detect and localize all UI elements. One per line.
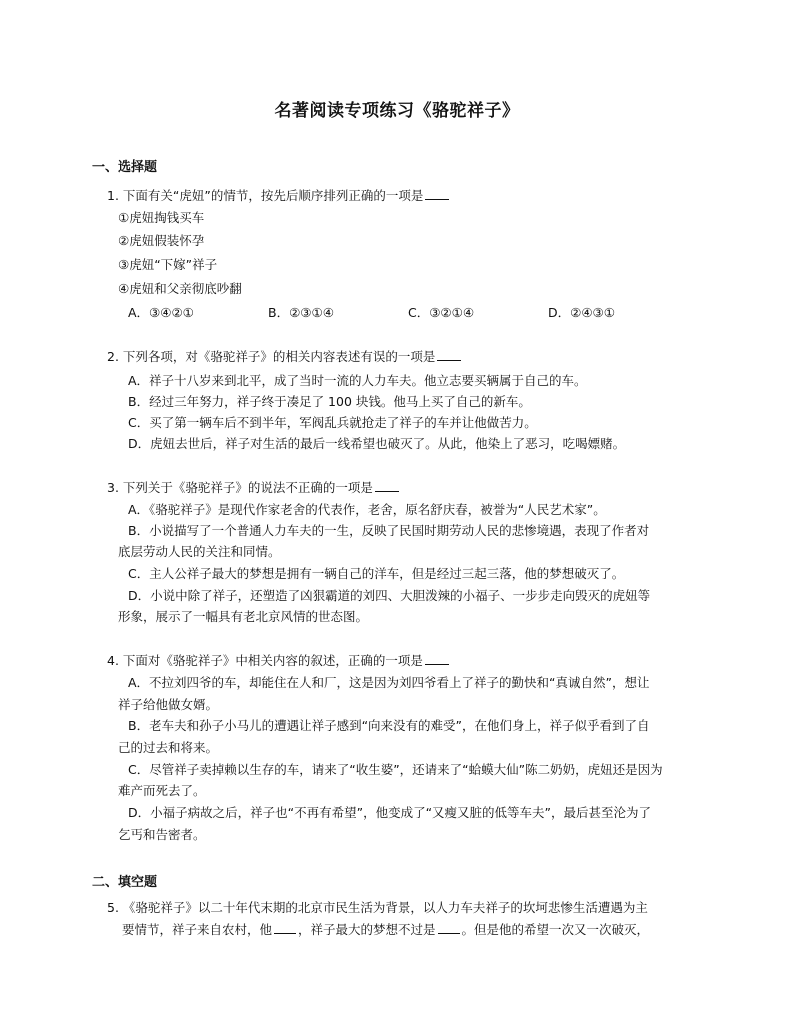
question-5-line-1: 5. 《骆驼祥子》以二十年代末期的北京市民生活为背景，以人力车夫祥子的坎坷悲惨生活遭遇为主 — [107, 900, 648, 915]
question-3-option-d: D．小说中除了祥子，还塑造了凶狠霸道的刘四、大胆泼辣的小福子、一步步走向毁灭的虎妞等 — [128, 588, 651, 603]
question-4-option-a: A．不拉刘四爷的车，却能住在人和厂，这是因为刘四爷看上了祥子的勤快和“真诚自然”，想让 — [128, 675, 650, 690]
question-1-stem: 1. 下面有关“虎妞”的情节，按先后顺序排列正确的一项是 — [107, 186, 449, 204]
question-1-item-3: ③虎妞“下嫁”祥子 — [118, 257, 218, 272]
question-4-option-c: C．尽管祥子卖掉赖以生存的车，请来了“收生婆”，还请来了“蛤蟆大仙”陈二奶奶，虎妞还是因为 — [128, 762, 663, 777]
question-4-option-c-cont: 难产而死去了。 — [118, 783, 206, 798]
page-title: 名著阅读专项练习《骆驼祥子》 — [274, 101, 520, 121]
question-2-option-d: D．虎妞去世后，祥子对生活的最后一线希望也破灭了。从此，他染上了恶习，吃喝嫖赌。 — [128, 436, 626, 451]
question-3-option-a: A．《骆驼祥子》是现代作家老舍的代表作，老舍，原名舒庆春，被誉为“人民艺术家”。 — [128, 502, 606, 517]
question-3-option-d-cont: 形象，展示了一幅具有老北京风情的世态图。 — [118, 609, 369, 624]
answer-blank — [274, 921, 296, 934]
answer-blank — [375, 479, 399, 492]
question-1-item-2: ②虎妞假装怀孕 — [118, 233, 205, 248]
question-4-option-d-cont: 乞丐和告密者。 — [118, 827, 206, 842]
question-1-item-1: ①虎妞掏钱买车 — [118, 210, 205, 225]
question-4-option-b: B．老车夫和孙子小马儿的遭遇让祥子感到“向来没有的难受”，在他们身上，祥子似乎看到了自 — [128, 718, 650, 733]
question-3-option-c: C．主人公祥子最大的梦想是拥有一辆自己的洋车，但是经过三起三落，他的梦想破灭了。 — [128, 566, 625, 581]
section-heading-choice: 一、选择题 — [92, 160, 158, 175]
question-3-option-b-cont: 底层劳动人民的关注和同情。 — [118, 544, 281, 559]
question-3-stem: 3. 下列关于《骆驼祥子》的说法不正确的一项是 — [107, 478, 399, 496]
question-4-stem: 4. 下面对《骆驼祥子》中相关内容的叙述，正确的一项是 — [107, 651, 449, 669]
answer-blank — [438, 921, 460, 934]
answer-blank — [425, 187, 449, 200]
question-2-option-b: B．经过三年努力，祥子终于凑足了 100 块钱。他马上买了自己的新车。 — [128, 394, 531, 409]
question-2-stem: 2. 下列各项，对《骆驼祥子》的相关内容表述有误的一项是 — [107, 347, 461, 365]
question-4-option-a-cont: 祥子给他做女婿。 — [118, 697, 219, 712]
choice-b: B．②③①④ — [268, 305, 334, 320]
question-3-option-b: B．小说描写了一个普通人力车夫的一生，反映了民国时期劳动人民的悲惨境遇，表现了作者对 — [128, 523, 650, 538]
question-2-option-a: A．祥子十八岁来到北平，成了当时一流的人力车夫。他立志要买辆属于自己的车。 — [128, 373, 587, 388]
question-5-line-2: 要情节，祥子来自农村，他 ，祥子最大的梦想不过是 。但是他的希望一次又一次破灭， — [122, 922, 650, 937]
answer-blank — [437, 348, 461, 361]
section-heading-fill: 二、填空题 — [92, 875, 158, 890]
question-4-option-d: D．小福子病故之后，祥子也“不再有希望”，他变成了“又瘦又脏的低等车夫”，最后甚至沦为了 — [128, 805, 652, 820]
choice-c: C．③②①④ — [408, 305, 475, 320]
choice-d: D．②④③① — [548, 305, 615, 320]
choice-a: A．③④②① — [128, 305, 194, 320]
question-1-choices — [128, 303, 688, 321]
question-1-item-4: ④虎妞和父亲彻底吵翻 — [118, 281, 242, 296]
question-2-option-c: C．买了第一辆车后不到半年，军阀乱兵就抢走了祥子的车并让他做苦力。 — [128, 415, 537, 430]
answer-blank — [425, 652, 449, 665]
question-4-option-b-cont: 己的过去和将来。 — [118, 740, 219, 755]
